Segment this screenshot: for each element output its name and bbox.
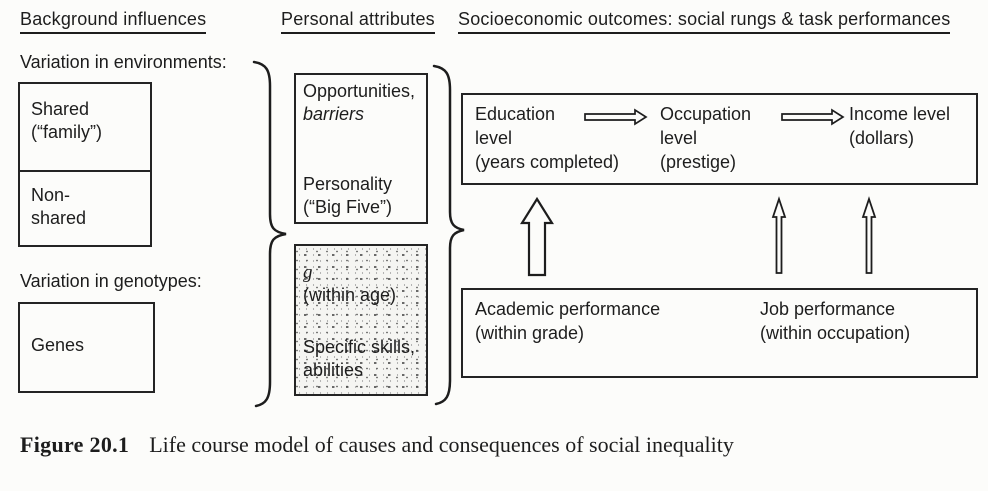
environments-label: Variation in environments: — [20, 52, 227, 72]
genes-label: Genes — [31, 335, 85, 355]
ability-box — [294, 244, 428, 396]
occupation-line1: Occupation — [660, 104, 752, 124]
education-to-occupation-arrow-icon — [583, 109, 649, 125]
job-line1: Job performance — [760, 299, 896, 319]
income-block — [849, 102, 950, 150]
ability-line1-g: g — [303, 262, 313, 283]
shared-line1: Shared — [31, 99, 90, 119]
education-line3: (years completed) — [475, 152, 620, 172]
genotypes-label: Variation in genotypes: — [20, 271, 202, 291]
income-line1: Income level — [849, 104, 951, 124]
nonshared-line1: Non- — [31, 185, 71, 205]
figure-caption — [20, 432, 734, 458]
occupation-to-income-arrow-icon — [780, 109, 846, 125]
environment-box — [18, 82, 152, 247]
job-to-income-up-arrow-icon — [861, 197, 877, 276]
outcomes-box — [461, 93, 978, 185]
environment-box-shared-cell — [20, 84, 150, 172]
column-header-personal-attributes: Personal attributes — [281, 9, 435, 34]
nonshared-line2: shared — [31, 208, 87, 228]
job-to-occupation-up-arrow-icon — [771, 197, 787, 276]
column-header-socioeconomic-outcomes: Socioeconomic outcomes: social rungs & task performances — [458, 9, 950, 34]
occupation-line3: (prestige) — [660, 152, 737, 172]
attributes-line4: (“Big Five”) — [303, 197, 392, 217]
academic-to-education-up-arrow-icon — [519, 196, 555, 278]
background-to-attributes-brace-icon — [246, 56, 290, 408]
academic-line2: (within grade) — [475, 323, 585, 343]
education-line1: Education — [475, 104, 556, 124]
education-line2: level — [475, 128, 513, 148]
performance-box — [461, 288, 978, 378]
attributes-line2: barriers — [303, 104, 365, 124]
academic-performance-block — [475, 297, 660, 345]
attributes-line1: Opportunities, — [303, 81, 416, 101]
occupation-block — [660, 102, 751, 174]
job-performance-block — [760, 297, 910, 345]
occupation-line2: level — [660, 128, 698, 148]
job-line2: (within occupation) — [760, 323, 911, 343]
figure-caption-text: Life course model of causes and consequences of social inequality — [149, 432, 734, 457]
figure-caption-label: Figure 20.1 — [20, 432, 130, 457]
ability-line4: abilities — [303, 360, 364, 380]
attributes-box — [294, 73, 428, 224]
attributes-line3: Personality — [303, 174, 393, 194]
income-line2: (dollars) — [849, 128, 915, 148]
genes-box — [18, 302, 155, 393]
academic-line1: Academic performance — [475, 299, 661, 319]
ability-line2: (within age) — [303, 285, 397, 305]
ability-line3: Specific skills, — [303, 337, 416, 357]
shared-line2: (“family”) — [31, 122, 102, 142]
environment-box-nonshared-cell — [20, 172, 150, 230]
column-header-background-influences: Background influences — [20, 9, 206, 34]
